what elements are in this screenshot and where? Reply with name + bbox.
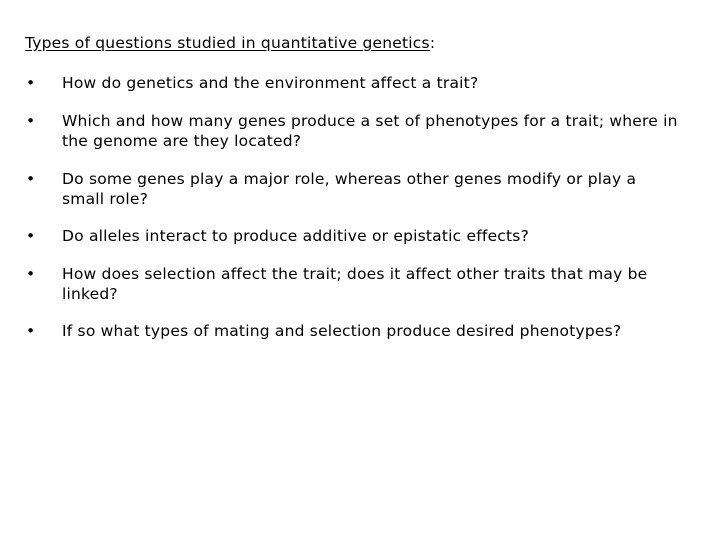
bullet-dot: • <box>26 74 36 92</box>
heading-text: Types of questions studied in quantitative genetics <box>25 34 430 52</box>
bullet-dot: • <box>26 112 36 130</box>
bullet-dot: • <box>26 322 36 340</box>
bullet-dot: • <box>26 227 36 245</box>
list-item-text: Do some genes play a major role, whereas other genes modify or play a small role? <box>62 170 637 208</box>
list-item-text: How do genetics and the environment affect a trait? <box>62 74 479 92</box>
bullet-dot: • <box>26 265 36 283</box>
list-item-text: How does selection affect the trait; does it affect other traits that may be linked? <box>62 265 648 303</box>
heading-colon: : <box>429 34 436 52</box>
list-item-text: If so what types of mating and selection produce desired phenotypes? <box>62 322 622 340</box>
list-item-text: Which and how many genes produce a set of phenotypes for a trait; where in the genome are they located? <box>62 112 678 150</box>
list-item-text: Do alleles interact to produce additive or epistatic effects? <box>62 227 530 245</box>
bullet-dot: • <box>26 170 36 188</box>
